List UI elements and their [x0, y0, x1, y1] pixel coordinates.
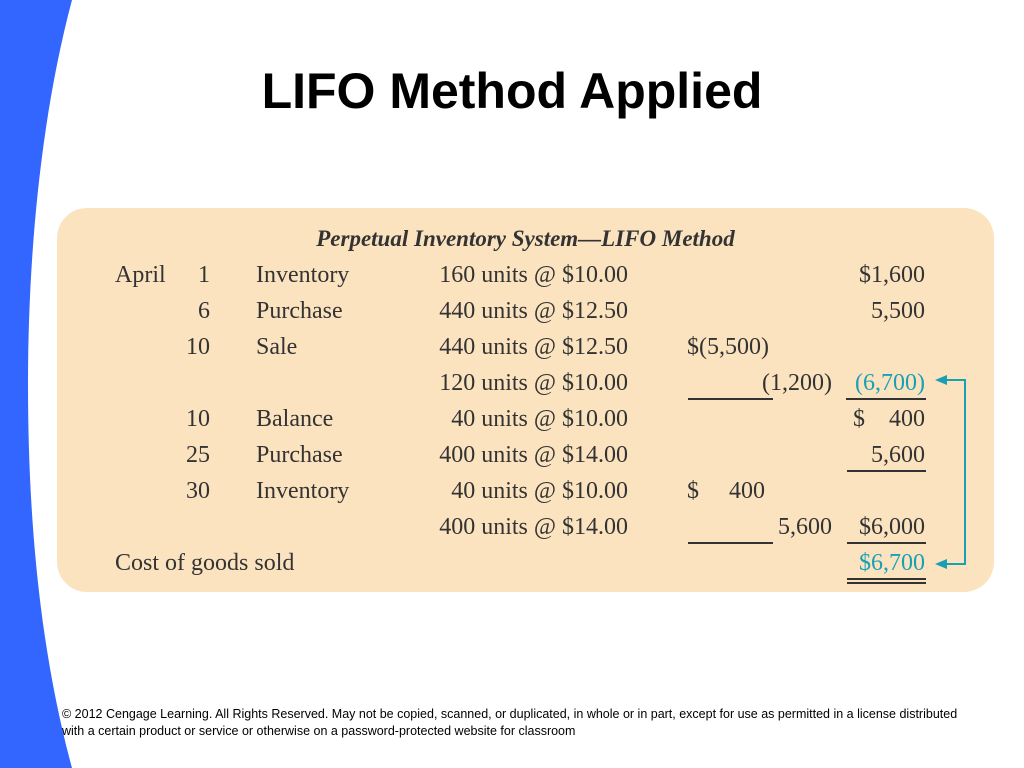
units-cell: 40 units @ $10.00: [451, 406, 628, 432]
month-cell: April: [115, 262, 166, 288]
units-cell: 400 units @ $14.00: [439, 514, 628, 540]
day-cell: 1: [198, 262, 210, 288]
sale-cell: 5,600: [778, 514, 832, 540]
cogs-link-arrows: [57, 208, 994, 592]
day-cell: 6: [198, 298, 210, 324]
balance-cell: $1,600: [859, 262, 925, 288]
sale-cell: (1,200): [762, 370, 832, 396]
balance-cell: (6,700): [855, 370, 925, 396]
arrow-head-icon: [935, 375, 947, 385]
table-title: Perpetual Inventory System—LIFO Method: [316, 226, 735, 251]
desc-cell: Inventory: [256, 262, 350, 288]
units-cell: 440 units @ $12.50: [439, 298, 628, 324]
arrow-head-icon: [935, 559, 947, 569]
day-cell: 25: [186, 442, 210, 468]
copyright-footer: © 2012 Cengage Learning. All Rights Reserved. May not be copied, scanned, or duplicated, in whole or in part, except for use as permitted in a license distributed with a certain product or service or otherwise on a password-protected website for classroom: [62, 707, 958, 738]
units-cell: 40 units @ $10.00: [451, 478, 628, 504]
desc-cell: Purchase: [256, 298, 343, 324]
desc-cell: Purchase: [256, 442, 343, 468]
units-cell: 160 units @ $10.00: [439, 262, 628, 288]
desc-cell: Inventory: [256, 478, 350, 504]
balance-cell: $6,000: [859, 514, 925, 540]
units-cell: 440 units @ $12.50: [439, 334, 628, 360]
day-cell: 30: [186, 478, 210, 504]
sale-cell: $(5,500): [687, 334, 769, 360]
cogs-label: Cost of goods sold: [115, 550, 295, 576]
units-cell: 120 units @ $10.00: [439, 370, 628, 396]
slide-title: LIFO Method Applied: [261, 63, 763, 119]
cogs-value: $6,700: [859, 550, 925, 576]
balance-cell: 5,600: [871, 442, 925, 468]
lifo-table-panel: [57, 208, 994, 592]
units-cell: 400 units @ $14.00: [439, 442, 628, 468]
desc-cell: Sale: [256, 334, 298, 360]
balance-cell: $ 400: [853, 406, 925, 432]
day-cell: 10: [186, 334, 210, 360]
sale-cell: $ 400: [687, 478, 765, 504]
desc-cell: Balance: [256, 406, 334, 432]
day-cell: 10: [186, 406, 210, 432]
balance-cell: 5,500: [871, 298, 925, 324]
